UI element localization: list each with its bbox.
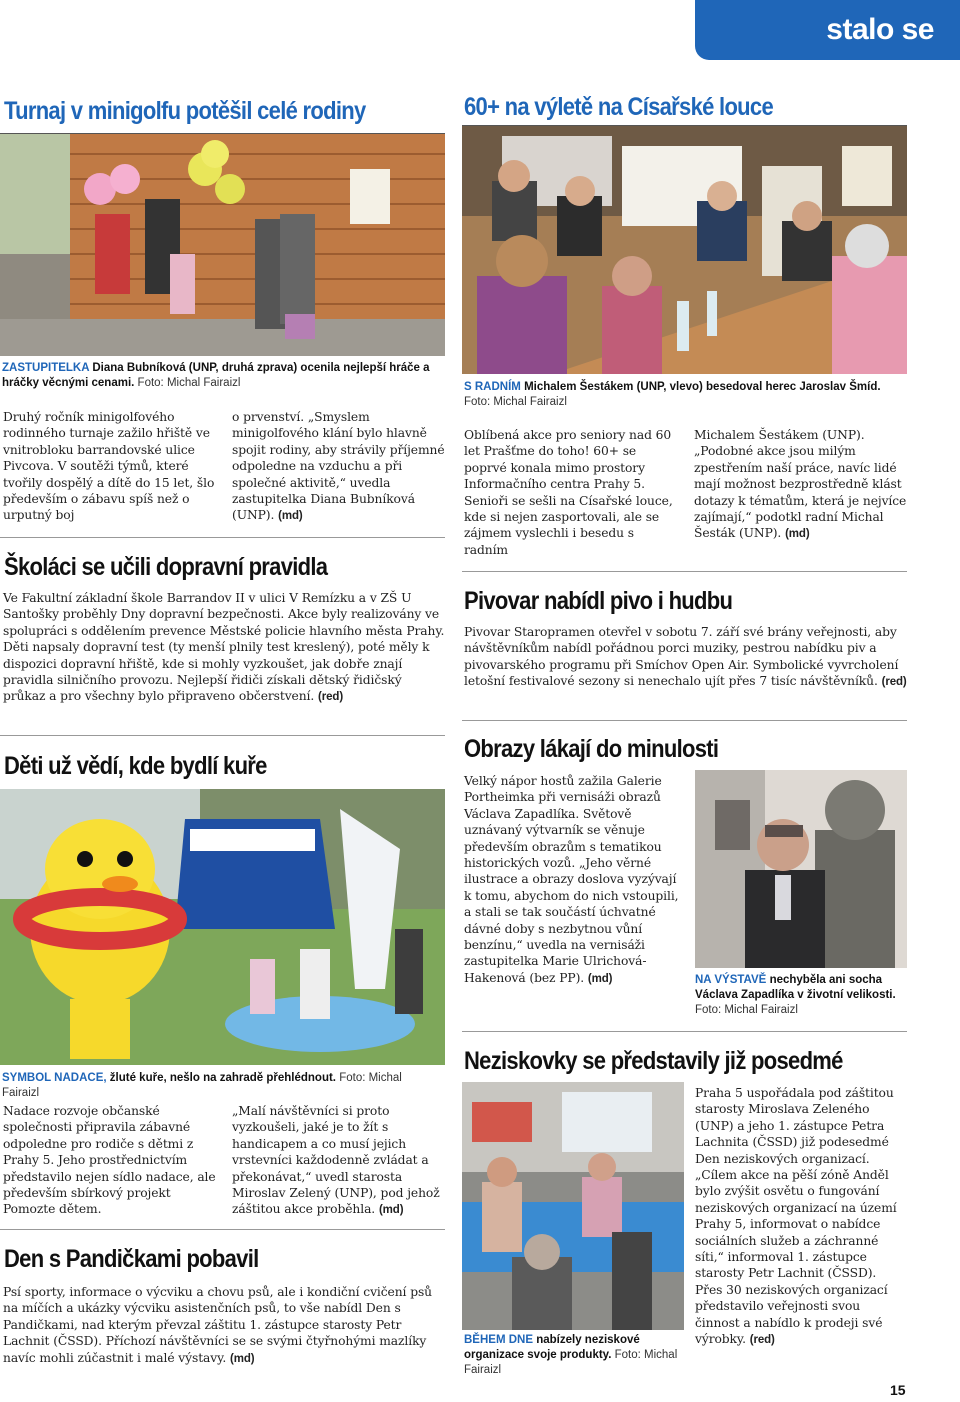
caption-obrazy: NA VÝSTAVĚ nechyběla ani socha Václava Zapadlíka v životní velikosti. Foto: Michal Fairaizl xyxy=(695,974,896,1016)
headline-vylet: 60+ na výletě na Císařské louce xyxy=(464,93,773,121)
divider xyxy=(462,1031,907,1032)
headline-skolaci: Školáci se učili dopravní pravidla xyxy=(4,553,328,581)
divider xyxy=(0,1229,445,1230)
photo-obrazy xyxy=(695,770,907,968)
text-kure-col2: „Malí návštěvníci si proto vyzkoušeli, jaké je to žít s handicapem a co musí jejich vrstevníci každodenně zvládat a překonávat,“ uvedl starosta Miroslav Zelený (UNP), pod jehož záštitou akce proběhla. (md) xyxy=(232,1104,440,1217)
text-kure-col1: Nadace rozvoje občanské společnosti připravila zábavné odpoledne pro rodiče s dětmi z Prahy 5. Jeho prostřednictvím představilo nejen sídlo nadace, ale především sbírkový projekt Pomozte dětem. xyxy=(3,1104,216,1217)
caption-neziskovky: BĚHEM DNE nabízely neziskové organizace svoje produkty. Foto: Michal Fairaizl xyxy=(464,1334,678,1376)
text-vylet-col1: Oblíbená akce pro seniory nad 60 let Prašťme do toho! 60+ se poprvé konala mimo prostory Informačního centra Prahy 5. Senioři se sešli na Císařské louce, kde si nejen zasportovali, ale se zájmem vyslechli i besedu s radním xyxy=(464,428,673,557)
headline-pandicky: Den s Pandičkami pobavil xyxy=(4,1245,259,1273)
caption-kure: SYMBOL NADACE, žluté kuře, nešlo na zahradě přehlédnout. Foto: Michal Fairaizl xyxy=(2,1072,402,1099)
headline-kure: Děti už vědí, kde bydlí kuře xyxy=(4,752,267,780)
section-tag: stalo se xyxy=(695,0,960,60)
headline-minigolf: Turnaj v minigolfu potěšil celé rodiny xyxy=(4,97,366,125)
divider xyxy=(462,720,907,721)
headline-obrazy: Obrazy lákají do minulosti xyxy=(464,735,719,763)
text-pivovar: Pivovar Staropramen otevřel v sobotu 7. září své brány veřejnosti, aby návštěvníkům nabídl pořádnou porci muziky, pestrou nabídku piv a pivovarského programu při Smíchov Open Air. Symbolické vyvrcholení letošní festivalové sezony si nenechalo ujít přes 7 tisíc návštěvníků. (red) xyxy=(464,625,907,689)
divider xyxy=(0,537,445,538)
photo-minigolf xyxy=(0,134,445,356)
page-number: 15 xyxy=(890,1382,906,1398)
photo-vylet xyxy=(462,126,907,374)
text-minigolf-col2: o prvenství. „Smyslem minigolfového klání bylo hlavně spojit rodiny, aby strávily příjemné odpoledne na vzduchu a při společné aktivitě,“ uvedla zastupitelka Diana Bubníková (UNP). (md) xyxy=(232,410,445,523)
text-pandicky: Psí sporty, informace o výcviku a chovu psů, ale i kondiční cvičení psů na míčích a ukázky výcviku asistenčních psů, to vše nabídl Den s Pandičkami, nad kterým převzal záštitu 1. zástupce starosty Petr Lachnit (ČSSD). Příchozí návštěvníci se se svými čtyřnohými mazlíky navíc mohli zúčastnit i malé výstavy. (md) xyxy=(3,1285,432,1365)
text-obrazy: Velký nápor hostů zažila Galerie Portheimka při vernisáži obrazů Václava Zapadlíka. Světově uznávaný výtvarník se věnuje především obrazům s tematikou historických vozů. „Jeho věrné ilustrace a obrazy doslova vyzývají k tomu, abychom do nich vstoupili, a stali se tak součástí úchvatné dávné doby s nezbytnou vůní benzínu,“ uvedla na vernisáži zastupitelka Marie Ulrichová-Hakenová (bez PP). (md) xyxy=(464,774,679,985)
caption-minigolf: ZASTUPITELKA Diana Bubníková (UNP, druhá zprava) ocenila nejlepší hráče a hráčky věcnými cenami. Foto: Michal Fairaizl xyxy=(2,362,430,389)
text-minigolf-col1: Druhý ročník minigolfového rodinného turnaje zažilo hřiště ve vnitrobloku barrandovské ulice Pivcova. V soutěži týmů, které tvořily dospělý a dítě do 15 let, šlo především o zábavu spíš než o urputný boj xyxy=(3,410,215,523)
text-neziskovky: Praha 5 uspořádala pod záštitou starosty Miroslava Zeleného (UNP) a jeho 1. zástupce Petra Lachnita (ČSSD) již podesedmé Den neziskových organizací. „Cílem akce na pěší zóně Anděl bylo zvýšit osvětu o fungování neziskových organizací na území Prahy 5, informovat o nabídce sociálních služeb a záchranné síti,“ informoval 1. zástupce starosty Petr Lachnit (ČSSD). Přes 30 neziskových organizací představilo veřejnosti svou činnost a nabídlo k prodeji své výrobky. (red) xyxy=(695,1086,897,1347)
text-skolaci: Ve Fakultní základní škole Barrandov II v ulici V Remízku a v ZŠ U Santošky proběhly Dny dopravní bezpečnosti. Akce byly realizovány ve spolupráci s oddělením prevence Městské policie hlavního města Prahy. Děti napsaly dopravní test (ty menší plnily test kreslený), poté měly k dispozici dopravní hřiště, kde si mohly vyzkoušet, jak dobře znají pravidla silničního provozu. Nejlepší řidiči získali dětský řidičský průkaz a pro všechny bylo připraveno občerstvení. (red) xyxy=(3,591,445,704)
headline-pivovar: Pivovar nabídl pivo i hudbu xyxy=(464,587,733,615)
text-vylet-col2: Michalem Šestákem (UNP). „Podobné akce jsou milým zpestřením naší práce, navíc lidé mají možnost bezprostředně klást dotazy k tématům, která je nejvíce zajímají,“ podotkl radní Michal Šesták (UNP). (md) xyxy=(694,428,907,541)
caption-vylet: S RADNÍM Michalem Šestákem (UNP, vlevo) besedoval herec Jaroslav Šmíd. Foto: Michal Fairaizl xyxy=(464,381,881,408)
photo-kure xyxy=(0,789,445,1065)
photo-neziskovky xyxy=(462,1082,684,1330)
divider xyxy=(462,571,907,572)
headline-neziskovky: Neziskovky se představily již posedmé xyxy=(464,1047,843,1075)
divider xyxy=(0,735,445,736)
